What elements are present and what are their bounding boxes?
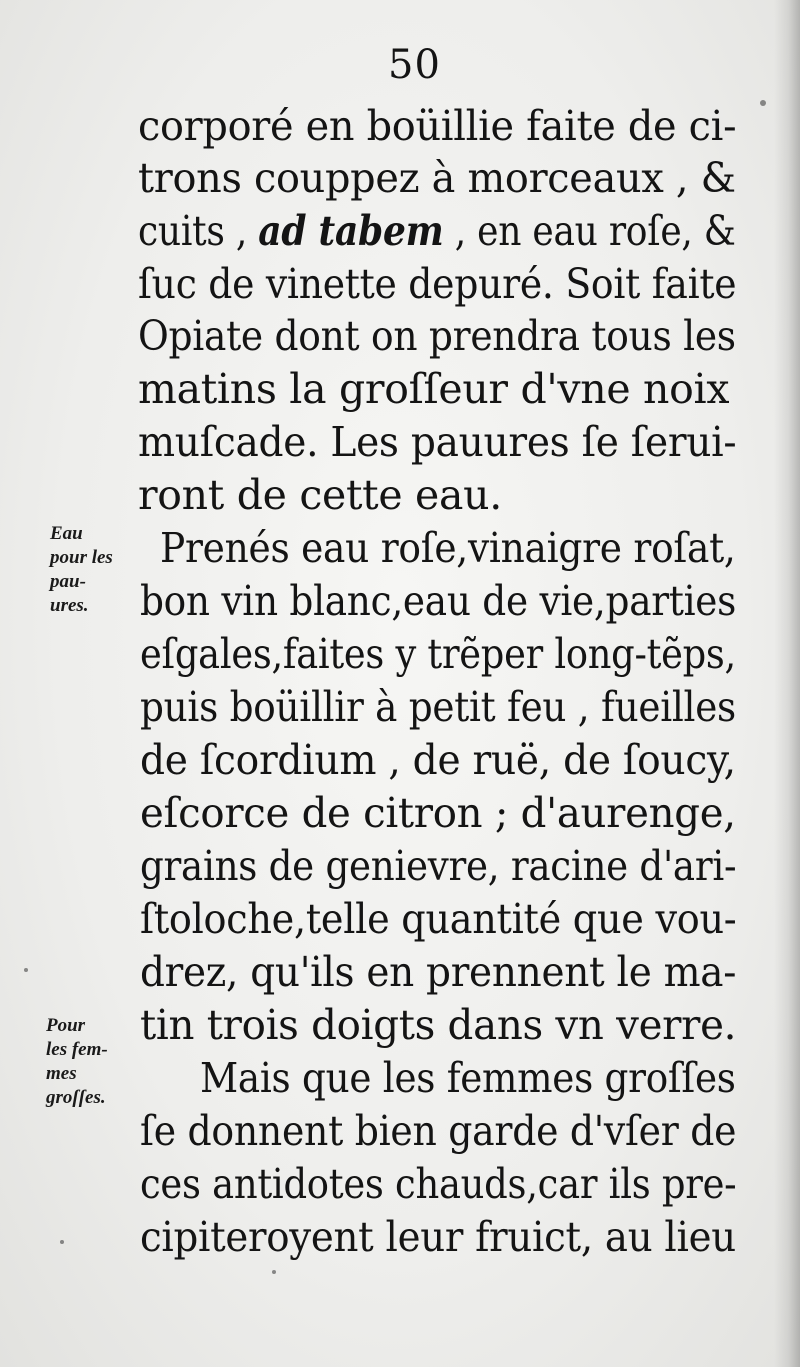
text-line: bon vin blanc,eau de vie,parties (140, 577, 737, 625)
margin-note-pour-les-femmes-grosses (46, 1014, 108, 1110)
text-line: ſtoloche,telle quantité que vou- (140, 895, 737, 943)
text-line: de ſcordium , de ruë, de ſoucy, (140, 736, 736, 784)
text-line: ſe donnent bien garde d'vſer de (140, 1107, 737, 1155)
text-line: ront de cette eau. (138, 471, 502, 519)
margin-note-line: Eau (50, 523, 83, 544)
text-line: muſcade. Les pauures ſe ſerui- (138, 418, 737, 466)
ink-speck (24, 968, 28, 972)
text-line: Mais que les femmes groſſes (200, 1054, 736, 1102)
text-line: eſgales,faites y trẽper long-tẽps, (140, 630, 736, 678)
text-line: Opiate dont on prendra tous les (138, 312, 736, 360)
ink-speck (272, 1270, 276, 1274)
text-line: drez, qu'ils en prennent le ma- (140, 948, 737, 996)
latin-phrase: ad tabem (258, 207, 444, 255)
ink-speck (760, 100, 766, 106)
margin-note-line: Pour (46, 1015, 86, 1036)
page-number: 50 (388, 42, 441, 88)
margin-note-line: pau- (50, 571, 86, 592)
ink-speck (60, 1240, 64, 1244)
text-line: eſcorce de citron ; d'aurenge, (140, 789, 736, 837)
text-line: Prenés eau roſe,vinaigre roſat, (160, 524, 736, 572)
margin-note-eau-pour-les-pauures (50, 522, 113, 618)
text-line: tin trois doigts dans vn verre. (140, 1001, 737, 1049)
margin-note-line: les fem- (46, 1039, 108, 1060)
margin-note-line: mes (46, 1063, 77, 1084)
text-line: cuits , ad tabem , en eau roſe, & (138, 207, 736, 255)
text-line: grains de genievre, racine d'ari- (140, 842, 737, 890)
text-line: matins la groſſeur d'vne noix (138, 365, 730, 413)
margin-note-line: groſſes. (46, 1087, 106, 1108)
text-line: trons couppez à morceaux , & (138, 154, 736, 202)
text-line: puis boüillir à petit feu , fueilles (140, 683, 736, 731)
text-line: cipiteroyent leur fruict, au lieu (140, 1213, 736, 1261)
margin-note-line: pour les (50, 547, 113, 568)
text-line: corporé en boüillie faite de ci- (138, 102, 737, 150)
margin-note-line: ures. (50, 595, 89, 616)
text-line: ces antidotes chauds,car ils pre- (140, 1160, 737, 1208)
text-line: ſuc de vinette depuré. Soit faite (138, 260, 737, 308)
